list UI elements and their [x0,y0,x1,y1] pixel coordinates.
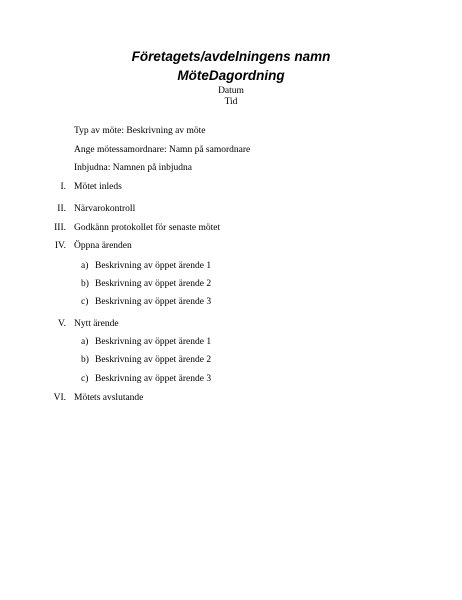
subitem-letter: b) [81,355,89,365]
meeting-coordinator: Ange mötessamordnare: Namn på samordnare [74,145,251,155]
agenda-item-label: Mötet inleds [74,182,122,192]
subitem-letter: b) [81,279,89,289]
agenda-item-label: Närvarokontroll [74,204,136,214]
subitem-label: Beskrivning av öppet ärende 3 [95,297,212,307]
meeting-invitees: Inbjudna: Namnen på inbjudna [74,163,192,173]
subitem-letter: a) [81,261,89,271]
agenda-number: III. [54,223,66,233]
subitem-label: Beskrivning av öppet ärende 2 [95,279,212,289]
agenda-number: VI. [53,393,66,403]
subitem-letter: a) [81,337,89,347]
agenda-number: V. [57,319,66,329]
meeting-type: Typ av möte: Beskrivning av möte [74,126,206,136]
agenda-item-label: Godkänn protokollet för senaste mötet [74,223,221,233]
agenda-item-label: Nytt ärende [74,319,119,329]
subitem-letter: c) [81,374,89,384]
agenda-item-label: Mötets avslutande [74,393,144,403]
agenda-number: I. [60,182,66,192]
subitem-label: Beskrivning av öppet ärende 1 [95,337,212,347]
organization-name: Företagets/avdelningens namn [131,49,331,64]
agenda-number: II. [57,204,66,214]
subitem-label: Beskrivning av öppet ärende 2 [95,355,212,365]
document-title: MöteDagordning [177,68,285,83]
meeting-time: Tid [224,97,238,107]
subitem-label: Beskrivning av öppet ärende 3 [95,374,212,384]
agenda-number: IV. [54,241,66,251]
subitem-letter: c) [81,297,89,307]
meeting-date: Datum [218,86,244,96]
agenda-item-label: Öppna ärenden [74,241,132,251]
subitem-label: Beskrivning av öppet ärende 1 [95,261,212,271]
